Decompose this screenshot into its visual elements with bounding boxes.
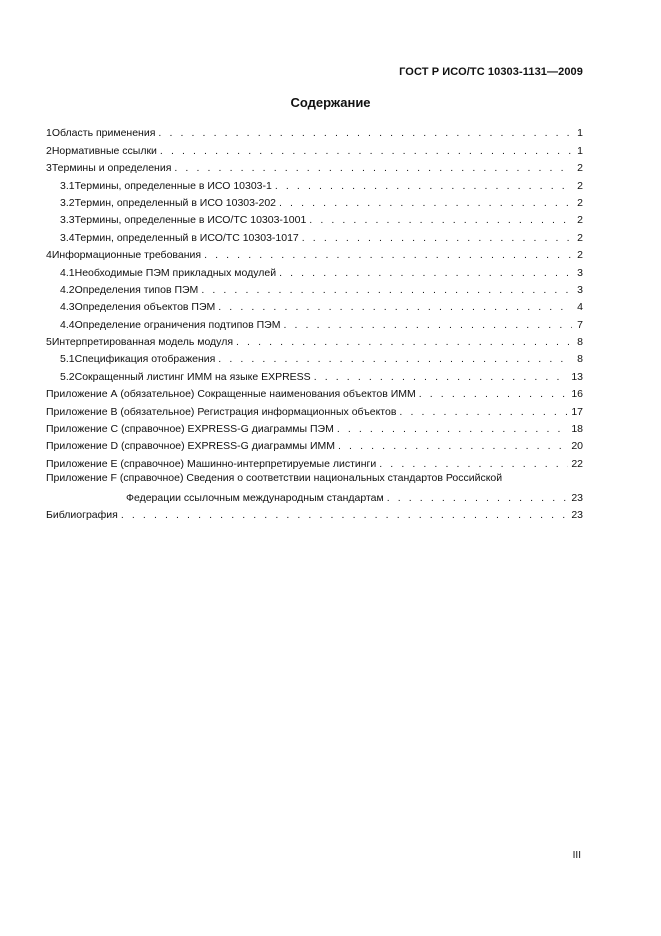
toc-page: 23 [571,491,583,504]
dot-leader [275,180,572,192]
dot-leader [158,127,572,139]
dot-leader [283,319,572,331]
toc-number: 1 [46,127,52,140]
toc-page: 2 [577,231,583,244]
toc-label: Интерпретированная модель модуля [51,336,234,349]
toc-number: 4.1 [60,266,75,279]
dot-leader [279,197,572,209]
toc-entry[interactable] [46,244,583,261]
toc-number: 5 [46,336,52,349]
toc-number: 2 [46,144,52,157]
toc-label: Область применения [51,127,156,140]
toc-entry[interactable] [46,348,583,365]
toc-page: 2 [577,249,583,262]
toc-label: Приложение А (обязательное) Сокращенные наименования объектов ИММ [46,388,416,401]
toc-entry-annex-a[interactable] [46,383,583,400]
table-of-contents [46,122,583,521]
toc-entry[interactable] [46,261,583,278]
toc-entry-bibliography[interactable] [46,504,583,521]
toc-page: 3 [577,283,583,296]
toc-entry[interactable] [46,365,583,382]
toc-label: Необходимые ПЭМ прикладных модулей [74,266,277,279]
dot-leader [337,423,569,435]
toc-entry[interactable] [46,209,583,226]
toc-label: Библиография [46,509,118,522]
toc-label: Определения типов ПЭМ [74,283,199,296]
toc-number: 3.2 [60,196,75,209]
toc-label: Определение ограничения подтипов ПЭМ [74,318,281,331]
page-title: Содержание [290,95,371,110]
toc-page: 1 [577,144,583,157]
document-header: ГОСТ Р ИСО/ТС 10303-1131—2009 [399,66,583,78]
toc-label: Приложение В (обязательное) Регистрация информационных объектов [46,405,397,418]
toc-page: 2 [577,196,583,209]
dot-leader [379,458,568,470]
toc-page: 2 [577,162,583,175]
toc-label: Термины, определенные в ИСО/ТС 10303-1001 [74,214,307,227]
toc-label: Приложение Е (справочное) Машинно-интерпретируемые листинги [46,457,377,470]
toc-number: 5.1 [60,353,75,366]
page-number: III [572,850,581,861]
toc-number: 3.3 [60,214,75,227]
toc-entry[interactable] [46,139,583,156]
toc-number: 5.2 [60,370,75,383]
dot-leader [160,145,572,157]
toc-label: Термин, определенный в ИСО 10303-202 [74,196,277,209]
toc-entry[interactable] [46,279,583,296]
toc-label: Термины и определения [51,162,172,175]
toc-label-line2: Федерации ссылочным международным стандартам [126,491,384,504]
toc-label-line1: Приложение F (справочное) Сведения о соответствии национальных стандартов Российской [46,471,503,484]
dot-leader [218,301,572,313]
toc-entry[interactable] [46,226,583,243]
toc-label: Термины, определенные в ИСО 10303-1 [74,179,272,192]
toc-page: 2 [577,179,583,192]
toc-page: 3 [577,266,583,279]
toc-page: 4 [577,301,583,314]
toc-entry[interactable] [46,122,583,139]
toc-page: 16 [571,388,583,401]
toc-entry-annex-c[interactable] [46,418,583,435]
toc-number: 3.1 [60,179,75,192]
toc-page: 22 [571,457,583,470]
dot-leader [387,492,569,504]
toc-page: 8 [577,353,583,366]
dot-leader [302,232,572,244]
toc-label: Определения объектов ПЭМ [74,301,216,314]
toc-page: 23 [571,509,583,522]
toc-number: 3 [46,162,52,175]
toc-number: 4.4 [60,318,75,331]
toc-page: 13 [571,370,583,383]
dot-leader [174,162,572,174]
toc-entry[interactable] [46,296,583,313]
toc-entry[interactable] [46,174,583,191]
toc-page: 7 [577,318,583,331]
toc-entry-annex-f[interactable] [46,470,583,504]
toc-label: Нормативные ссылки [51,144,157,157]
dot-leader [236,336,572,348]
toc-page: 8 [577,336,583,349]
dot-leader [218,353,572,365]
toc-page: 17 [571,405,583,418]
toc-label: Сокращенный листинг ИММ на языке EXPRESS [74,370,311,383]
toc-page: 18 [571,423,583,436]
toc-entry[interactable] [46,313,583,330]
toc-page: 20 [571,440,583,453]
dot-leader [314,371,569,383]
toc-label: Информационные требования [51,249,202,262]
dot-leader [338,440,568,452]
toc-entry-annex-e[interactable] [46,452,583,469]
toc-entry[interactable] [46,157,583,174]
dot-leader [309,214,572,226]
toc-page: 1 [577,127,583,140]
toc-label: Приложение С (справочное) EXPRESS-G диаграммы ПЭМ [46,423,334,436]
toc-page: 2 [577,214,583,227]
toc-label: Термин, определенный в ИСО/ТС 10303-1017 [74,231,299,244]
dot-leader [399,406,568,418]
toc-number: 4.3 [60,301,75,314]
toc-label: Спецификация отображения [74,353,216,366]
dot-leader [279,267,572,279]
dot-leader [204,249,572,261]
dot-leader [121,509,568,521]
toc-entry-annex-b[interactable] [46,400,583,417]
toc-label: Приложение D (справочное) EXPRESS-G диаграммы ИММ [46,440,336,453]
dot-leader [419,388,569,400]
toc-number: 3.4 [60,231,75,244]
toc-number: 4.2 [60,283,75,296]
toc-entry-annex-d[interactable] [46,435,583,452]
dot-leader [201,284,572,296]
toc-entry[interactable] [46,331,583,348]
toc-entry[interactable] [46,192,583,209]
toc-number: 4 [46,249,52,262]
